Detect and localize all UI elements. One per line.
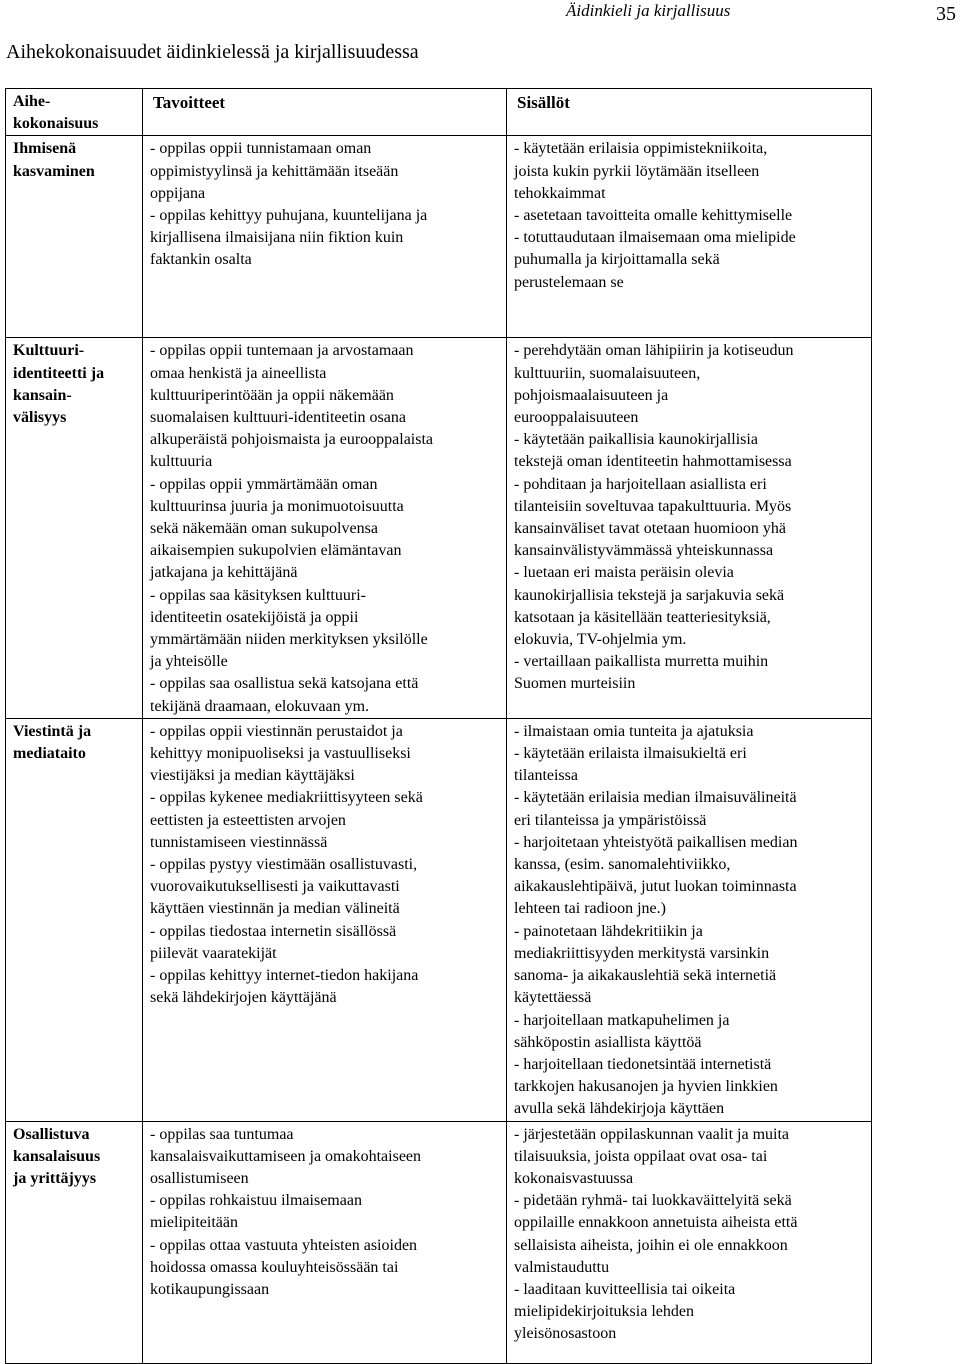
text-line: sähköpostin asiallista käyttöä <box>514 1033 702 1051</box>
text-line: kansalaisuus <box>13 1147 101 1165</box>
text-line: välisyys <box>13 409 67 427</box>
text-line: tilanteisiin soveltuvaa tapakulttuuria. Myös <box>514 497 792 515</box>
text-line: oppilaille ennakkoon annetuista aiheista että <box>514 1214 798 1232</box>
text-line: - oppilas tiedostaa internetin sisällössä <box>150 922 397 940</box>
goals-lines <box>143 1122 506 1302</box>
text-line: aikaisempien sukupolvien elämäntavan <box>150 542 402 560</box>
text-line: omaa henkistä ja aineellista <box>150 364 327 382</box>
text-line: - totuttaudutaan ilmaisemaan oma mielipide <box>514 229 796 247</box>
text-line: - harjoitellaan matkapuhelimen ja <box>514 1011 730 1029</box>
text-line: identiteetti ja <box>13 364 105 382</box>
text-line: tekstejä oman identiteetin hahmottamisessa <box>514 453 792 471</box>
text-line: oppijana <box>150 184 206 202</box>
text-line: avulla sekä lähdekirjoja käyttäen <box>514 1100 725 1118</box>
text-line: tekijänä draamaan, elokuvaan ym. <box>150 697 370 715</box>
page-title: Aihekokonaisuudet äidinkielessä ja kirjallisuudessa <box>6 41 419 63</box>
table-row <box>6 136 872 338</box>
contents-cell <box>507 338 872 718</box>
header-contents-cell <box>507 89 872 136</box>
goals-lines <box>143 719 506 1010</box>
text-line: ja yrittäjyys <box>13 1169 97 1187</box>
text-line: - harjoitellaan tiedonetsintää internetistä <box>514 1055 772 1073</box>
goals-cell <box>143 338 507 718</box>
goals-cell <box>143 136 507 338</box>
text-line: jatkajana ja kehittäjänä <box>150 564 298 582</box>
text-line: - käytetään erilaisia median ilmaisuvälineitä <box>514 789 797 807</box>
text-line: yleisönosastoon <box>514 1325 617 1343</box>
text-line: viestijäksi ja median käyttäjäksi <box>150 767 355 785</box>
text-line: kotikaupungissaan <box>150 1280 270 1298</box>
text-line: - oppilas saa tuntumaa <box>150 1125 294 1143</box>
theme-cell <box>6 1121 143 1363</box>
text-line: Viestintä ja <box>13 722 92 740</box>
goals-lines <box>143 338 506 717</box>
theme-lines <box>6 338 142 429</box>
text-line: hoidossa omassa kouluyhteisössään tai <box>150 1258 399 1276</box>
theme-lines <box>6 719 142 765</box>
text-line: mielipiteitään <box>150 1214 238 1232</box>
text-line: aikakauslehtipäivä, jutut luokan toiminnasta <box>514 878 797 896</box>
text-line: - käytetään erilaista ilmaisukieltä eri <box>514 745 747 763</box>
text-line: kansalaisvaikuttamiseen ja omakohtaiseen <box>150 1147 422 1165</box>
text-line: - laaditaan kuvitteellisia tai oikeita <box>514 1280 736 1298</box>
page-number: 35 <box>936 3 956 25</box>
text-line: tunnistamiseen viestinnässä <box>150 833 328 851</box>
text-line: tilaisuuksia, joista oppilaat ovat osa- tai <box>514 1147 768 1165</box>
text-line: vuorovaikutuksellisesti ja vaikuttavasti <box>150 878 400 896</box>
text-line: kaunokirjallisia tekstejä ja sarjakuvia sekä <box>514 586 785 604</box>
text-line: sellaisista aiheista, joihin ei ole ennakkoon <box>514 1236 788 1254</box>
text-line: kansainväliset tavat otetaan huomioon yhä <box>514 520 786 538</box>
contents-lines <box>507 1122 871 1346</box>
text-line: alkuperäistä pohjoismaista ja eurooppalaista <box>150 431 434 449</box>
text-line: mediataito <box>13 745 86 763</box>
theme-cell <box>6 136 143 338</box>
text-line: katsotaan ja käsitellään teatteriesityksiä, <box>514 608 771 626</box>
text-line: joista kukin pyrkii löytämään itselleen <box>514 162 760 180</box>
text-line: - järjestetään oppilaskunnan vaalit ja muita <box>514 1125 790 1143</box>
text-line: - käytetään erilaisia oppimistekniikoita, <box>514 140 768 158</box>
header-theme-cell <box>6 89 143 136</box>
text-line: Suomen murteisiin <box>514 675 636 693</box>
contents-lines <box>507 338 871 695</box>
text-line: kokonaisvastuussa <box>514 1169 634 1187</box>
text-line: sanoma- ja aikakauslehtiä sekä internetiä <box>514 967 777 985</box>
goals-cell <box>143 718 507 1121</box>
text-line: Osallistuva <box>13 1125 90 1143</box>
text-line: tehokkaimmat <box>514 184 606 202</box>
text-line: kansainvälistyvämmässä yhteiskunnassa <box>514 542 774 560</box>
text-line: - käytetään paikallisia kaunokirjallisia <box>514 431 758 449</box>
text-line: sekä lähdekirjojen käyttäjänä <box>150 989 337 1007</box>
text-line: oppimistyylinsä ja kehittämään itseään <box>150 162 399 180</box>
text-line: tilanteissa <box>514 767 578 785</box>
text-line: - oppilas pystyy viestimään osallistuvasti, <box>150 856 418 874</box>
running-header: Äidinkieli ja kirjallisuus <box>566 1 731 20</box>
text-line: kulttuuria <box>150 453 213 471</box>
text-line: - oppilas saa käsityksen kulttuuri- <box>150 586 366 604</box>
contents-cell <box>507 136 872 338</box>
text-line: osallistumiseen <box>150 1169 249 1187</box>
text-line: kasvaminen <box>13 162 95 180</box>
goals-lines <box>143 136 506 271</box>
text-line: kulttuurinsa juuria ja monimuotoisuutta <box>150 497 404 515</box>
theme-lines <box>6 136 142 182</box>
header-theme-line: kokonaisuus <box>13 115 99 133</box>
table-row <box>6 718 872 1121</box>
text-line: - oppilas rohkaistuu ilmaisemaan <box>150 1192 362 1210</box>
text-line: mielipidekirjoituksia lehden <box>514 1303 694 1321</box>
text-line: kirjallisena ilmaisijana niin fiktion kuin <box>150 229 404 247</box>
text-line: faktankin osalta <box>150 251 252 269</box>
text-line: käytettäessä <box>514 989 592 1007</box>
text-line: - painotetaan lähdekritiikin ja <box>514 922 703 940</box>
topics-table <box>5 88 872 1364</box>
header-contents: Sisällöt <box>517 93 570 112</box>
text-line: eettisten ja esteettisten arvojen <box>150 811 346 829</box>
text-line: - vertaillaan paikallista murretta muihin <box>514 653 769 671</box>
text-line: kansain- <box>13 386 72 404</box>
text-line: - oppilas kehittyy puhujana, kuuntelijana ja <box>150 207 428 225</box>
text-line: kulttuuriperintöään ja oppii näkemään <box>150 386 394 404</box>
text-line: kulttuuriin, suomalaisuuteen, <box>514 364 701 382</box>
text-line: - oppilas kehittyy internet-tiedon hakijana <box>150 967 419 985</box>
theme-cell <box>6 338 143 718</box>
contents-lines <box>507 719 871 1121</box>
table-row <box>6 338 872 718</box>
text-line: eurooppalaisuuteen <box>514 409 639 427</box>
text-line: elokuvia, TV-ohjelmia ym. <box>514 631 687 649</box>
text-line: piilevät vaaratekijät <box>150 944 277 962</box>
text-line: - ilmaistaan omia tunteita ja ajatuksia <box>514 722 754 740</box>
text-line: sekä näkemään oman sukupolvensa <box>150 520 378 538</box>
text-line: puhumalla ja kirjoittamalla sekä <box>514 251 720 269</box>
text-line: perustelemaan se <box>514 273 624 291</box>
text-line: - pidetään ryhmä- tai luokkaväittelyitä sekä <box>514 1192 792 1210</box>
text-line: pohjoismaalaisuuteen ja <box>514 386 669 404</box>
text-line: käyttäen viestinnän ja median välineitä <box>150 900 400 918</box>
text-line: - oppilas oppii ymmärtämään oman <box>150 475 378 493</box>
goals-cell <box>143 1121 507 1363</box>
text-line: tarkkojen hakusanojen ja hyvien linkkien <box>514 1078 778 1096</box>
text-line: kanssa, (esim. sanomalehtiviikko, <box>514 856 731 874</box>
text-line: - oppilas oppii viestinnän perustaidot ja <box>150 722 403 740</box>
text-line: - pohditaan ja harjoitellaan asiallista eri <box>514 475 767 493</box>
text-line: lehteen tai radioon jne.) <box>514 900 666 918</box>
header-goals: Tavoitteet <box>153 93 226 112</box>
text-line: valmistauduttu <box>514 1258 610 1276</box>
theme-lines <box>6 1122 142 1191</box>
text-line: eri tilanteissa ja ympäristöissä <box>514 811 707 829</box>
text-line: mediakriittisyyden merkitystä varsinkin <box>514 944 770 962</box>
contents-cell <box>507 1121 872 1363</box>
text-line: kehittyy monipuoliseksi ja vastuulliseksi <box>150 745 411 763</box>
header-theme-line: Aihe- <box>13 93 51 110</box>
header-goals-cell <box>143 89 507 136</box>
text-line: - oppilas ottaa vastuuta yhteisten asioiden <box>150 1236 418 1254</box>
text-line: Kulttuuri- <box>13 342 85 360</box>
text-line: suomalaisen kulttuuri-identiteetin osana <box>150 409 406 427</box>
contents-cell <box>507 718 872 1121</box>
text-line: identiteetin osatekijöistä ja oppii <box>150 608 359 626</box>
text-line: - perehdytään oman lähipiirin ja kotiseudun <box>514 342 794 360</box>
contents-lines <box>507 136 871 293</box>
text-line: - oppilas oppii tuntemaan ja arvostamaan <box>150 342 414 360</box>
text-line: - oppilas saa osallistua sekä katsojana että <box>150 675 419 693</box>
text-line: - asetetaan tavoitteita omalle kehittymiselle <box>514 207 793 225</box>
theme-cell <box>6 718 143 1121</box>
table-row <box>6 1121 872 1363</box>
table-header-row <box>6 89 872 136</box>
text-line: ymmärtämään niiden merkityksen yksilölle <box>150 631 428 649</box>
text-line: - luetaan eri maista peräisin olevia <box>514 564 734 582</box>
text-line: Ihmisenä <box>13 140 77 158</box>
text-line: - oppilas kykenee mediakriittisyyteen sekä <box>150 789 423 807</box>
text-line: - oppilas oppii tunnistamaan oman <box>150 140 372 158</box>
text-line: - harjoitetaan yhteistyötä paikallisen median <box>514 833 798 851</box>
text-line: ja yhteisölle <box>150 653 228 671</box>
